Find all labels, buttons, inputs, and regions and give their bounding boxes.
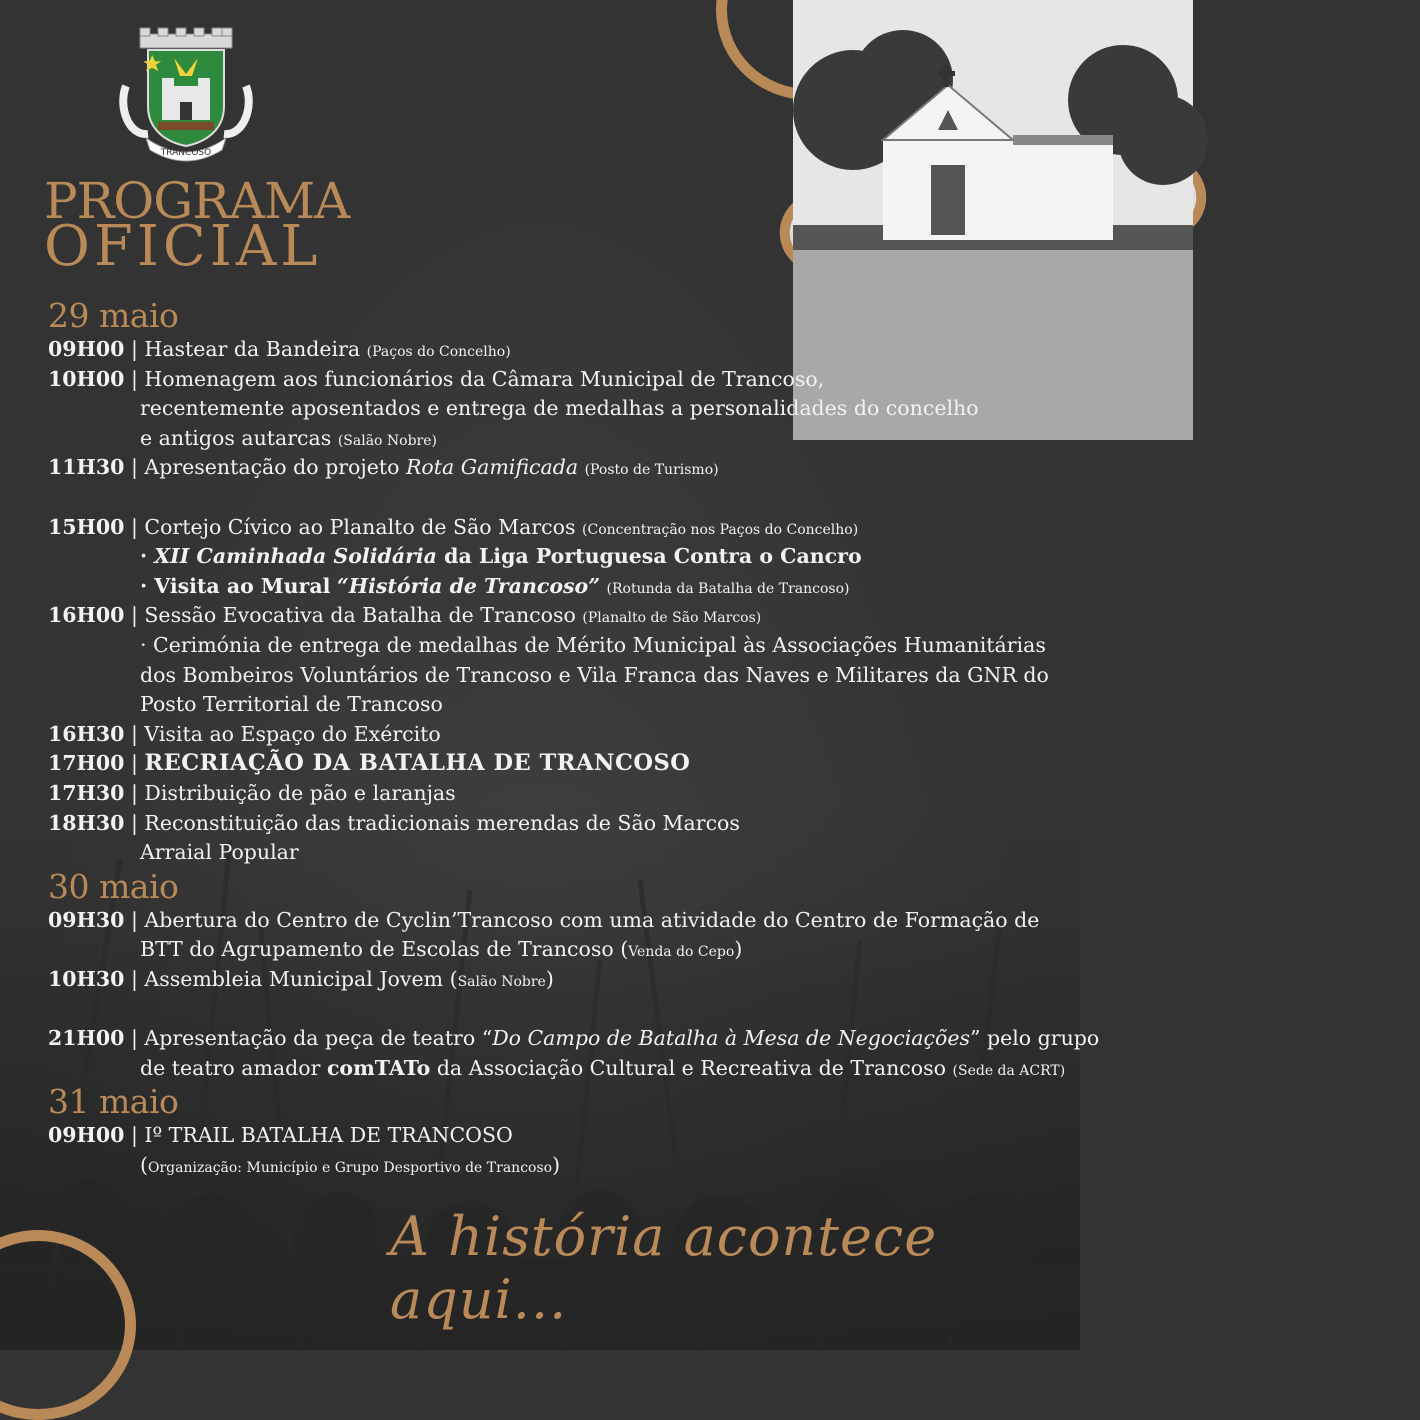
- title-line-2: OFICIAL: [44, 214, 322, 279]
- event-time: 15H00: [48, 514, 125, 539]
- event-text: Visita ao Espaço do Exército: [144, 721, 441, 746]
- event-time: 18H30: [48, 810, 125, 835]
- event-time: 17H00: [48, 751, 125, 776]
- event-group-name: comTATo: [326, 1055, 431, 1080]
- event-location: (Salão Nobre): [337, 432, 437, 449]
- event-location: (Posto de Turismo): [584, 462, 719, 479]
- event-row: 09H00 | Hastear da Bandeira (Paços do Concelho): [48, 335, 1048, 365]
- event-row: 10H00 | Homenagem aos funcionários da Câmara Municipal de Trancoso,: [48, 365, 1048, 395]
- event-subitem-title: XII Caminhada Solidária: [154, 544, 437, 569]
- event-text: Iº TRAIL BATALHA DE TRANCOSO: [144, 1123, 513, 1148]
- event-text: Abertura do Centro de Cyclin’Trancoso com uma atividade do Centro de Formação de: [144, 907, 1040, 932]
- event-text: · Cerimónia de entrega de medalhas de Mérito Municipal às Associações Humanitárias: [140, 632, 1046, 657]
- event-location: Organização: Município e Grupo Desportivo de Trancoso: [148, 1159, 553, 1176]
- event-text: Cortejo Cívico ao Planalto de São Marcos: [144, 514, 576, 539]
- event-text: Homenagem aos funcionários da Câmara Municipal de Trancoso,: [144, 366, 825, 391]
- event-text: Apresentação do projeto: [144, 455, 400, 480]
- event-row: 18H30 | Reconstituição das tradicionais merendas de São Marcos: [48, 809, 1048, 839]
- day-heading-3: 31 maio: [48, 1082, 179, 1122]
- event-text: dos Bombeiros Voluntários de Trancoso e Vila Franca das Naves e Militares da GNR do: [140, 662, 1049, 687]
- event-subitem: · Visita ao Mural “História de Trancoso” (Rotunda da Batalha de Trancoso): [140, 573, 850, 598]
- trancoso-coat-of-arms-logo: [118, 26, 254, 162]
- event-text: Hastear da Bandeira: [144, 337, 361, 361]
- event-text: ” pelo grupo: [970, 1026, 1100, 1051]
- event-text: Apresentação da peça de teatro “: [144, 1026, 493, 1051]
- event-continuation: [48, 690, 1048, 720]
- event-time: 17H30: [48, 780, 125, 805]
- event-highlight-text: RECRIAÇÃO DA BATALHA DE TRANCOSO: [144, 750, 691, 777]
- event-row: 17H30 | Distribuição de pão e laranjas: [48, 779, 1048, 809]
- event-subitem-text: Visita ao Mural: [154, 573, 331, 598]
- event-location: (Concentração nos Paços do Concelho): [582, 521, 859, 538]
- event-continuation: [48, 424, 1048, 454]
- event-project-name: Rota Gamificada: [405, 455, 579, 480]
- event-time: 09H00: [48, 1123, 125, 1148]
- event-text: da Associação Cultural e Recreativa de Trancoso: [436, 1055, 946, 1080]
- event-text: Sessão Evocativa da Batalha de Trancoso: [144, 603, 576, 628]
- event-text: BTT do Agrupamento de Escolas de Trancoso: [140, 937, 614, 962]
- event-location: (Planalto de São Marcos): [582, 610, 762, 627]
- event-text: Arraial Popular: [140, 840, 299, 865]
- slogan: A história acontece aqui...: [390, 1205, 938, 1331]
- event-time: 11H30: [48, 455, 125, 480]
- event-time: 21H00: [48, 1026, 125, 1051]
- event-location: (Rotunda da Batalha de Trancoso): [606, 580, 850, 597]
- event-row: 10H30 | Assembleia Municipal Jovem (Salão Nobre): [48, 965, 1048, 995]
- event-time: 10H30: [48, 966, 125, 991]
- event-continuation: [48, 1054, 1066, 1084]
- event-row: 15H00 | Cortejo Cívico ao Planalto de São Marcos (Concentração nos Paços do Concelho): [48, 513, 1048, 543]
- event-row: 21H00 | Apresentação da peça de teatro “Do Campo de Batalha à Mesa de Negociações” pelo grupo: [48, 1024, 1048, 1054]
- day-heading-1: 29 maio: [48, 296, 179, 335]
- event-subitem-text: da Liga Portuguesa Contra o Cancro: [444, 544, 862, 569]
- event-text: Reconstituição das tradicionais merendas de São Marcos: [144, 810, 740, 835]
- event-location: Venda do Cepo: [628, 944, 735, 961]
- event-text: recentemente aposentados e entrega de medalhas a personalidades do concelho: [140, 396, 979, 421]
- event-row: 09H30 | Abertura do Centro de Cyclin’Trancoso com uma atividade do Centro de Formação de: [48, 906, 1048, 936]
- event-row: 16H00 | Sessão Evocativa da Batalha de Trancoso (Planalto de São Marcos): [48, 601, 1048, 631]
- event-continuation: (Organização: Município e Grupo Desportivo de Trancoso): [140, 1152, 561, 1177]
- event-location: (Sede da ACRT): [952, 1062, 1066, 1079]
- event-continuation: BTT do Agrupamento de Escolas de Trancoso (Venda do Cepo): [140, 937, 743, 962]
- event-text: e antigos autarcas: [140, 425, 332, 450]
- event-time: 10H00: [48, 366, 125, 391]
- title-line-1: PROGRAMA: [44, 172, 350, 230]
- event-location: (Paços do Concelho): [366, 344, 511, 360]
- event-play-title: Do Campo de Batalha à Mesa de Negociações: [492, 1026, 970, 1051]
- event-text: Posto Territorial de Trancoso: [140, 692, 443, 717]
- program-content: [48, 296, 1100, 1180]
- event-continuation: [48, 661, 1048, 691]
- event-continuation: [48, 631, 1048, 661]
- event-continuation: [48, 394, 1048, 424]
- event-time: 16H30: [48, 721, 125, 746]
- event-location: Salão Nobre: [457, 973, 546, 990]
- event-subitem-title: “História de Trancoso”: [336, 573, 601, 598]
- event-continuation: [48, 838, 1048, 868]
- event-row: 09H00 | Iº TRAIL BATALHA DE TRANCOSO: [48, 1121, 1048, 1151]
- event-time: 09H30: [48, 907, 125, 932]
- event-text: Assembleia Municipal Jovem: [144, 966, 444, 991]
- event-time: 16H00: [48, 603, 125, 628]
- event-text: Distribuição de pão e laranjas: [144, 780, 456, 805]
- logo-banner-text: TRANCOSO: [160, 148, 212, 158]
- event-time: 09H00: [48, 337, 125, 361]
- day-heading-2: 30 maio: [48, 866, 179, 906]
- event-row: 11H30 | Apresentação do projeto Rota Gamificada (Posto de Turismo): [48, 453, 1048, 483]
- event-text: de teatro amador: [140, 1055, 321, 1080]
- event-subitem: · XII Caminhada Solidária da Liga Portuguesa Contra o Cancro: [140, 544, 862, 569]
- event-row: 16H30 | Visita ao Espaço do Exército: [48, 720, 1048, 750]
- event-row: 17H00 | RECRIAÇÃO DA BATALHA DE TRANCOSO: [48, 749, 1048, 779]
